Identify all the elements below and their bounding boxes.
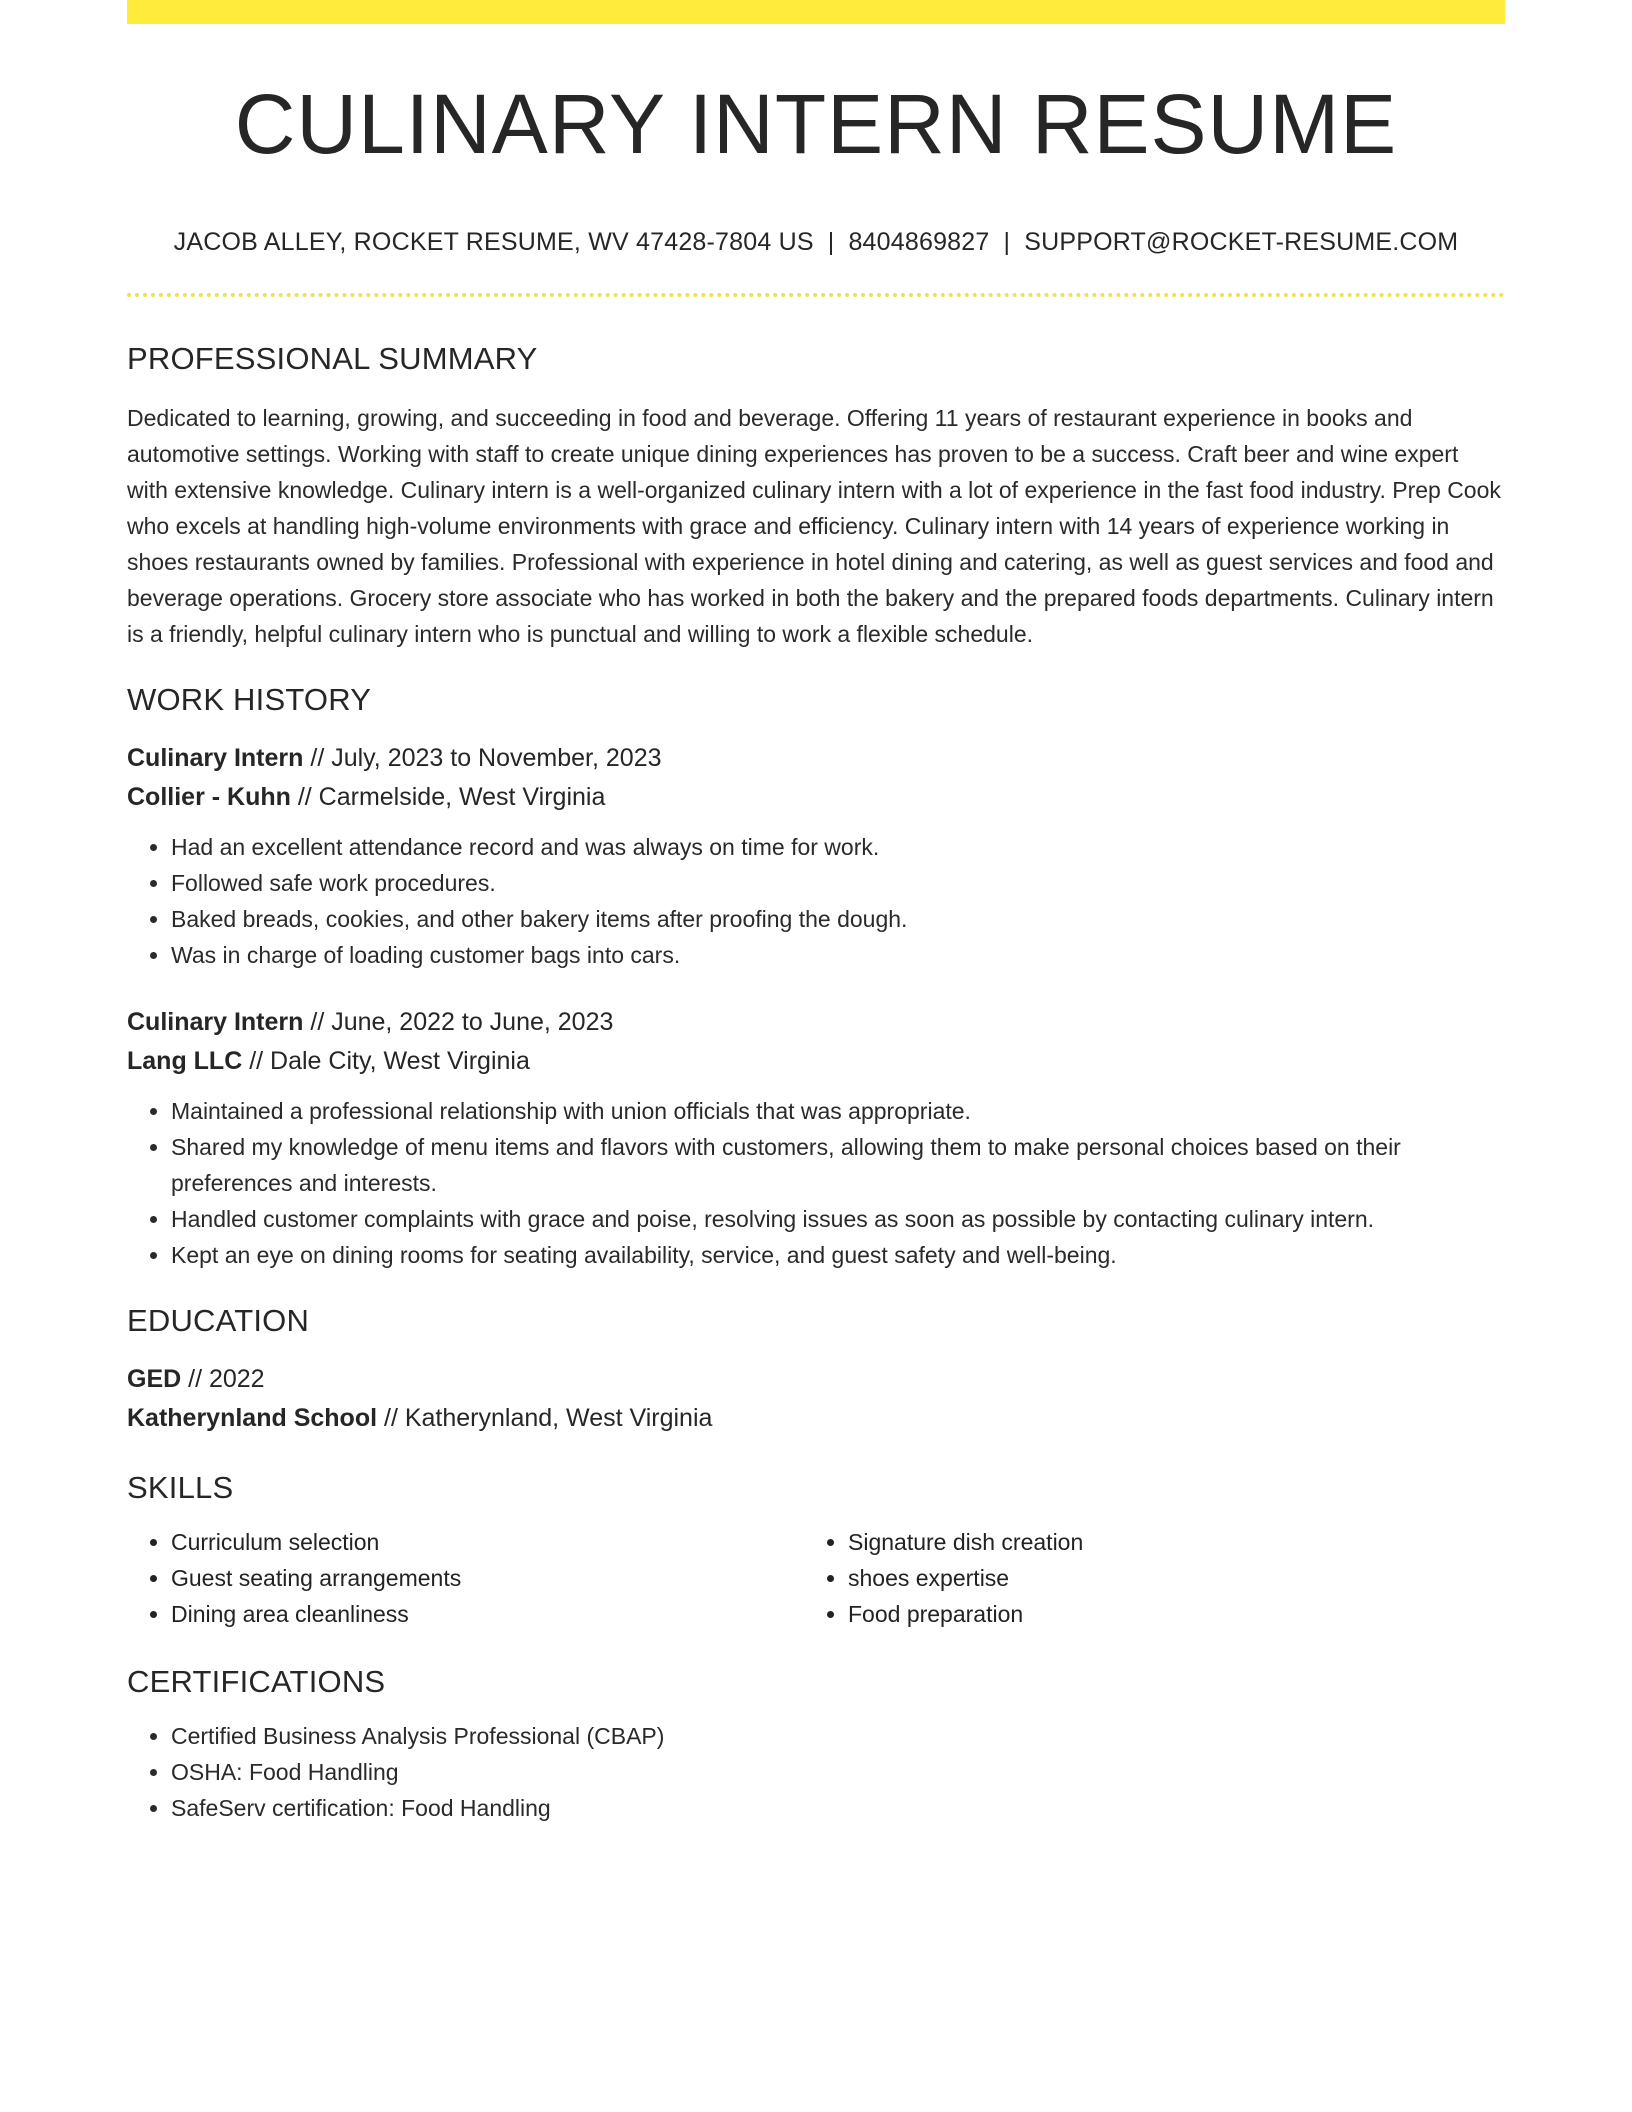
- education-school-line: [127, 1399, 1505, 1438]
- education-entry: [127, 1360, 1505, 1438]
- skills-column-left: [127, 1524, 804, 1632]
- certifications-heading: CERTIFICATIONS: [127, 1664, 386, 1699]
- education-heading: EDUCATION: [127, 1303, 310, 1338]
- job-company: Collier - Kuhn: [127, 783, 291, 811]
- list-item: • Maintained a professional relationship with union officials that was appropriate.: [171, 1093, 1505, 1129]
- accent-bar: [127, 0, 1505, 24]
- separator: |: [827, 228, 835, 256]
- list-item: • Followed safe work procedures.: [171, 865, 1505, 901]
- dotted-divider: [127, 293, 1505, 297]
- job-company: Lang LLC: [127, 1047, 243, 1075]
- list-item: • Shared my knowledge of menu items and flavors with customers, allowing them to make personal choices based on their preferences and interests.: [171, 1129, 1505, 1201]
- job-entry: [127, 739, 1505, 973]
- education-location: // Katherynland, West Virginia: [377, 1404, 713, 1432]
- contact-phone: 8404869827: [848, 228, 990, 256]
- job-duties: [127, 1093, 1505, 1273]
- summary-heading: PROFESSIONAL SUMMARY: [127, 341, 538, 376]
- job-company-line: [127, 1042, 1505, 1081]
- list-item: • Had an excellent attendance record and was always on time for work.: [171, 829, 1505, 865]
- certifications-list: [127, 1718, 1505, 1826]
- job-dates: // June, 2022 to June, 2023: [303, 1008, 614, 1036]
- education-school: Katherynland School: [127, 1404, 378, 1432]
- list-item: • Was in charge of loading customer bags into cars.: [171, 937, 1505, 973]
- list-item: • Dining area cleanliness: [171, 1596, 804, 1632]
- skills-heading: SKILLS: [127, 1470, 234, 1505]
- education-degree-line: [127, 1360, 1505, 1399]
- list-item: • Guest seating arrangements: [171, 1560, 804, 1596]
- job-title-line: [127, 739, 1505, 778]
- skills-column-right: [804, 1524, 1481, 1632]
- contact-line: [127, 228, 1505, 257]
- page-title: CULINARY INTERN RESUME: [234, 77, 1398, 171]
- resume-page: [127, 0, 1505, 1826]
- contact-address: JACOB ALLEY, ROCKET RESUME, WV 47428-7804 US: [173, 228, 814, 256]
- job-dates: // July, 2023 to November, 2023: [303, 744, 662, 772]
- list-item: • shoes expertise: [848, 1560, 1481, 1596]
- summary-text: Dedicated to learning, growing, and succeeding in food and beverage. Offering 11 years of restaurant experience in books and automotive settings. Working with staff to create unique dining experiences has proven to be a success. Craft beer and wine expert with extensive knowledge. Culinary intern is a well-organized culinary intern with a lot of experience in the fast food industry. Prep Cook who excels at handling high-volume environments with grace and efficiency. Culinary intern with 14 years of experience working in shoes restaurants owned by families. Professional with experience in hotel dining and catering, as well as guest services and food and beverage operations. Grocery store associate who has worked in both the bakery and the prepared foods departments. Culinary intern is a friendly, helpful culinary intern who is punctual and willing to work a flexible schedule.: [127, 405, 1501, 647]
- work-history-heading: WORK HISTORY: [127, 682, 372, 717]
- list-item: • Kept an eye on dining rooms for seating availability, service, and guest safety and well-being.: [171, 1237, 1505, 1273]
- job-company-line: [127, 778, 1505, 817]
- list-item: • Baked breads, cookies, and other bakery items after proofing the dough.: [171, 901, 1505, 937]
- education-degree: GED: [127, 1365, 182, 1393]
- job-title: Culinary Intern: [127, 744, 304, 772]
- list-item: • OSHA: Food Handling: [171, 1754, 1505, 1790]
- job-duties: [127, 829, 1505, 973]
- list-item: • Handled customer complaints with grace and poise, resolving issues as soon as possible by contacting culinary intern.: [171, 1201, 1505, 1237]
- contact-email: SUPPORT@ROCKET-RESUME.COM: [1024, 228, 1459, 256]
- job-location: // Dale City, West Virginia: [242, 1047, 530, 1075]
- separator: |: [1003, 228, 1011, 256]
- list-item: • Certified Business Analysis Professional (CBAP): [171, 1718, 1505, 1754]
- list-item: • Signature dish creation: [848, 1524, 1481, 1560]
- list-item: • SafeServ certification: Food Handling: [171, 1790, 1505, 1826]
- job-title-line: [127, 1003, 1505, 1042]
- list-item: • Food preparation: [848, 1596, 1481, 1632]
- job-title: Culinary Intern: [127, 1008, 304, 1036]
- job-location: // Carmelside, West Virginia: [290, 783, 606, 811]
- skills-grid: [127, 1524, 1505, 1632]
- education-year: // 2022: [181, 1365, 265, 1393]
- list-item: • Curriculum selection: [171, 1524, 804, 1560]
- job-entry: [127, 1003, 1505, 1273]
